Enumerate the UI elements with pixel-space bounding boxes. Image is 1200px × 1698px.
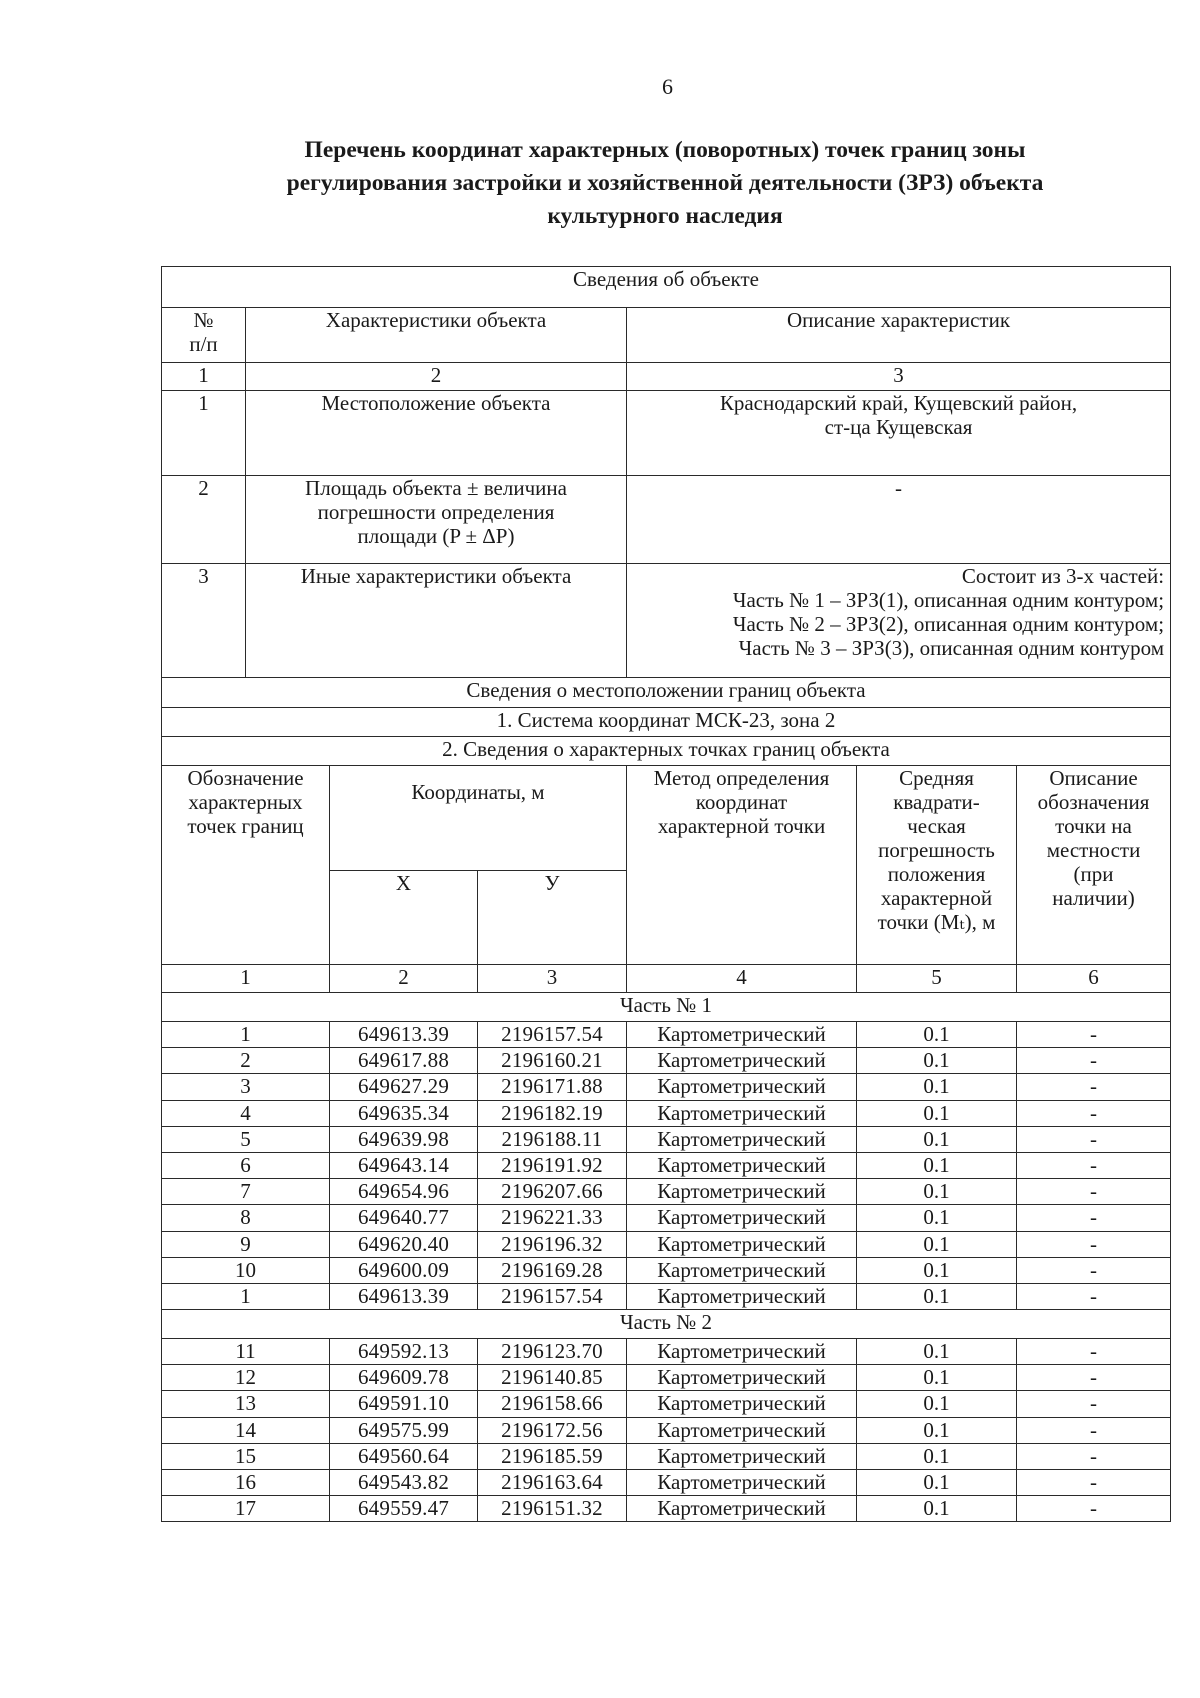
point-y: 2196221.33 xyxy=(478,1205,627,1231)
col-number: 2 xyxy=(246,363,627,391)
col-number: 5 xyxy=(857,965,1017,993)
object-row-name: Местоположение объекта xyxy=(246,391,627,476)
point-x: 649620.40 xyxy=(330,1231,478,1257)
part-header-row xyxy=(162,993,1171,1022)
object-row-num: 1 xyxy=(162,391,246,476)
point-description: - xyxy=(1017,1339,1171,1365)
part-label: Часть № 2 xyxy=(162,1310,1171,1339)
point-description: - xyxy=(1017,1391,1171,1417)
table-row xyxy=(162,1391,1171,1417)
point-method: Картометрический xyxy=(627,1257,857,1283)
point-x: 649643.14 xyxy=(330,1152,478,1178)
point-x: 649600.09 xyxy=(330,1257,478,1283)
point-y: 2196158.66 xyxy=(478,1391,627,1417)
point-method: Картометрический xyxy=(627,1470,857,1496)
object-row-name: Иные характеристики объекта xyxy=(246,564,627,678)
point-error: 0.1 xyxy=(857,1417,1017,1443)
header-point-description: Описание обозначения точки на местности (при наличии) xyxy=(1017,766,1171,965)
object-row-value: Состоит из 3-х частей: Часть № 1 – ЗРЗ(1), описанная одним контуром; Часть № 2 – ЗРЗ(2), описанная одним контуром; Часть № 3 – ЗРЗ(3), описанная одним контуром xyxy=(627,564,1171,678)
point-method: Картометрический xyxy=(627,1022,857,1048)
point-id: 16 xyxy=(162,1470,330,1496)
point-method: Картометрический xyxy=(627,1496,857,1522)
point-x: 649613.39 xyxy=(330,1022,478,1048)
part-label: Часть № 1 xyxy=(162,993,1171,1022)
point-id: 1 xyxy=(162,1283,330,1309)
point-y: 2196185.59 xyxy=(478,1443,627,1469)
point-x: 649592.13 xyxy=(330,1339,478,1365)
point-error: 0.1 xyxy=(857,1022,1017,1048)
point-description: - xyxy=(1017,1100,1171,1126)
point-id: 4 xyxy=(162,1100,330,1126)
points-section-title: 2. Сведения о характерных точках границ объекта xyxy=(162,737,1171,766)
point-error: 0.1 xyxy=(857,1231,1017,1257)
table-row xyxy=(162,1074,1171,1100)
point-description: - xyxy=(1017,1417,1171,1443)
col-number: 1 xyxy=(162,965,330,993)
point-id: 8 xyxy=(162,1205,330,1231)
point-error: 0.1 xyxy=(857,1100,1017,1126)
col-number: 3 xyxy=(627,363,1171,391)
point-description: - xyxy=(1017,1257,1171,1283)
point-error: 0.1 xyxy=(857,1470,1017,1496)
table-row xyxy=(162,1048,1171,1074)
point-description: - xyxy=(1017,1048,1171,1074)
table-row xyxy=(162,1443,1171,1469)
point-description: - xyxy=(1017,1365,1171,1391)
point-y: 2196196.32 xyxy=(478,1231,627,1257)
object-row-value: Краснодарский край, Кущевский район, ст-ца Кущевская xyxy=(627,391,1171,476)
object-row-value: - xyxy=(627,476,1171,564)
point-error: 0.1 xyxy=(857,1443,1017,1469)
point-y: 2196188.11 xyxy=(478,1126,627,1152)
header-description: Описание характеристик xyxy=(627,308,1171,363)
point-id: 17 xyxy=(162,1496,330,1522)
col-number: 4 xyxy=(627,965,857,993)
point-error: 0.1 xyxy=(857,1496,1017,1522)
point-id: 9 xyxy=(162,1231,330,1257)
point-error: 0.1 xyxy=(857,1179,1017,1205)
point-error: 0.1 xyxy=(857,1365,1017,1391)
point-id: 14 xyxy=(162,1417,330,1443)
point-x: 649654.96 xyxy=(330,1179,478,1205)
col-number: 1 xyxy=(162,363,246,391)
point-error: 0.1 xyxy=(857,1391,1017,1417)
point-error: 0.1 xyxy=(857,1339,1017,1365)
object-row-name: Площадь объекта ± величина погрешности определения площади (P ± ΔP) xyxy=(246,476,627,564)
point-description: - xyxy=(1017,1179,1171,1205)
point-method: Картометрический xyxy=(627,1283,857,1309)
point-error: 0.1 xyxy=(857,1257,1017,1283)
point-x: 649543.82 xyxy=(330,1470,478,1496)
object-row-num: 2 xyxy=(162,476,246,564)
point-y: 2196140.85 xyxy=(478,1365,627,1391)
point-error: 0.1 xyxy=(857,1074,1017,1100)
col-number: 3 xyxy=(478,965,627,993)
header-y: У xyxy=(478,871,627,965)
point-id: 13 xyxy=(162,1391,330,1417)
point-x: 649560.64 xyxy=(330,1443,478,1469)
point-method: Картометрический xyxy=(627,1126,857,1152)
point-x: 649575.99 xyxy=(330,1417,478,1443)
point-description: - xyxy=(1017,1205,1171,1231)
point-id: 11 xyxy=(162,1339,330,1365)
point-x: 649639.98 xyxy=(330,1126,478,1152)
table-row xyxy=(162,1470,1171,1496)
col-number: 2 xyxy=(330,965,478,993)
point-method: Картометрический xyxy=(627,1048,857,1074)
point-x: 649627.29 xyxy=(330,1074,478,1100)
point-description: - xyxy=(1017,1022,1171,1048)
point-x: 649613.39 xyxy=(330,1283,478,1309)
point-method: Картометрический xyxy=(627,1443,857,1469)
table-row xyxy=(162,1022,1171,1048)
point-description: - xyxy=(1017,1126,1171,1152)
header-x: X xyxy=(330,871,478,965)
point-y: 2196160.21 xyxy=(478,1048,627,1074)
point-x: 649635.34 xyxy=(330,1100,478,1126)
part-header-row xyxy=(162,1310,1171,1339)
point-id: 10 xyxy=(162,1257,330,1283)
point-x: 649559.47 xyxy=(330,1496,478,1522)
point-y: 2196123.70 xyxy=(478,1339,627,1365)
header-designation: Обозначение характерных точек границ xyxy=(162,766,330,965)
point-method: Картометрический xyxy=(627,1152,857,1178)
point-error: 0.1 xyxy=(857,1205,1017,1231)
table-row xyxy=(162,1365,1171,1391)
point-y: 2196169.28 xyxy=(478,1257,627,1283)
point-description: - xyxy=(1017,1496,1171,1522)
col-number: 6 xyxy=(1017,965,1171,993)
point-method: Картометрический xyxy=(627,1391,857,1417)
point-y: 2196157.54 xyxy=(478,1022,627,1048)
point-x: 649591.10 xyxy=(330,1391,478,1417)
object-row-num: 3 xyxy=(162,564,246,678)
point-y: 2196207.66 xyxy=(478,1179,627,1205)
point-description: - xyxy=(1017,1152,1171,1178)
document-title: Перечень координат характерных (поворотных) точек границ зоны регулирования застройки и хозяйственной деятельности (ЗРЗ) объекта культурного наследия xyxy=(286,137,1044,229)
point-y: 2196172.56 xyxy=(478,1417,627,1443)
table-row xyxy=(162,1179,1171,1205)
point-y: 2196182.19 xyxy=(478,1100,627,1126)
point-description: - xyxy=(1017,1443,1171,1469)
point-id: 7 xyxy=(162,1179,330,1205)
point-method: Картометрический xyxy=(627,1179,857,1205)
point-id: 1 xyxy=(162,1022,330,1048)
point-error: 0.1 xyxy=(857,1048,1017,1074)
point-y: 2196171.88 xyxy=(478,1074,627,1100)
point-method: Картометрический xyxy=(627,1365,857,1391)
point-error: 0.1 xyxy=(857,1152,1017,1178)
table-row xyxy=(162,1417,1171,1443)
table-row xyxy=(162,1339,1171,1365)
table-row xyxy=(162,1100,1171,1126)
header-coords: Координаты, м xyxy=(330,766,627,871)
table-row xyxy=(162,1231,1171,1257)
point-description: - xyxy=(1017,1231,1171,1257)
header-method: Метод определения координат характерной точки xyxy=(627,766,857,965)
page-number: 6 xyxy=(662,74,673,99)
location-section-title: Сведения о местоположении границ объекта xyxy=(162,678,1171,708)
point-y: 2196191.92 xyxy=(478,1152,627,1178)
table-row xyxy=(162,1496,1171,1522)
point-description: - xyxy=(1017,1283,1171,1309)
header-error: Средняя квадрати- ческая погрешность положения характерной точки (Mₜ), м xyxy=(857,766,1017,965)
point-y: 2196151.32 xyxy=(478,1496,627,1522)
point-id: 5 xyxy=(162,1126,330,1152)
point-y: 2196157.54 xyxy=(478,1283,627,1309)
coordinates-table xyxy=(161,266,1171,1522)
point-description: - xyxy=(1017,1074,1171,1100)
point-id: 2 xyxy=(162,1048,330,1074)
point-error: 0.1 xyxy=(857,1126,1017,1152)
point-method: Картометрический xyxy=(627,1231,857,1257)
point-method: Картометрический xyxy=(627,1205,857,1231)
point-y: 2196163.64 xyxy=(478,1470,627,1496)
table-row xyxy=(162,1205,1171,1231)
table-row xyxy=(162,1257,1171,1283)
point-x: 649609.78 xyxy=(330,1365,478,1391)
point-method: Картометрический xyxy=(627,1100,857,1126)
point-id: 3 xyxy=(162,1074,330,1100)
point-id: 6 xyxy=(162,1152,330,1178)
point-description: - xyxy=(1017,1470,1171,1496)
table-row xyxy=(162,1152,1171,1178)
point-error: 0.1 xyxy=(857,1283,1017,1309)
point-method: Картометрический xyxy=(627,1074,857,1100)
point-id: 15 xyxy=(162,1443,330,1469)
header-characteristic: Характеристики объекта xyxy=(246,308,627,363)
point-method: Картометрический xyxy=(627,1417,857,1443)
table-row xyxy=(162,1126,1171,1152)
header-num: № п/п xyxy=(162,308,246,363)
object-info-section-title: Сведения об объекте xyxy=(162,267,1171,308)
coord-system: 1. Система координат МСК-23, зона 2 xyxy=(162,708,1171,737)
point-x: 649617.88 xyxy=(330,1048,478,1074)
point-id: 12 xyxy=(162,1365,330,1391)
point-method: Картометрический xyxy=(627,1339,857,1365)
table-row xyxy=(162,1283,1171,1309)
point-x: 649640.77 xyxy=(330,1205,478,1231)
